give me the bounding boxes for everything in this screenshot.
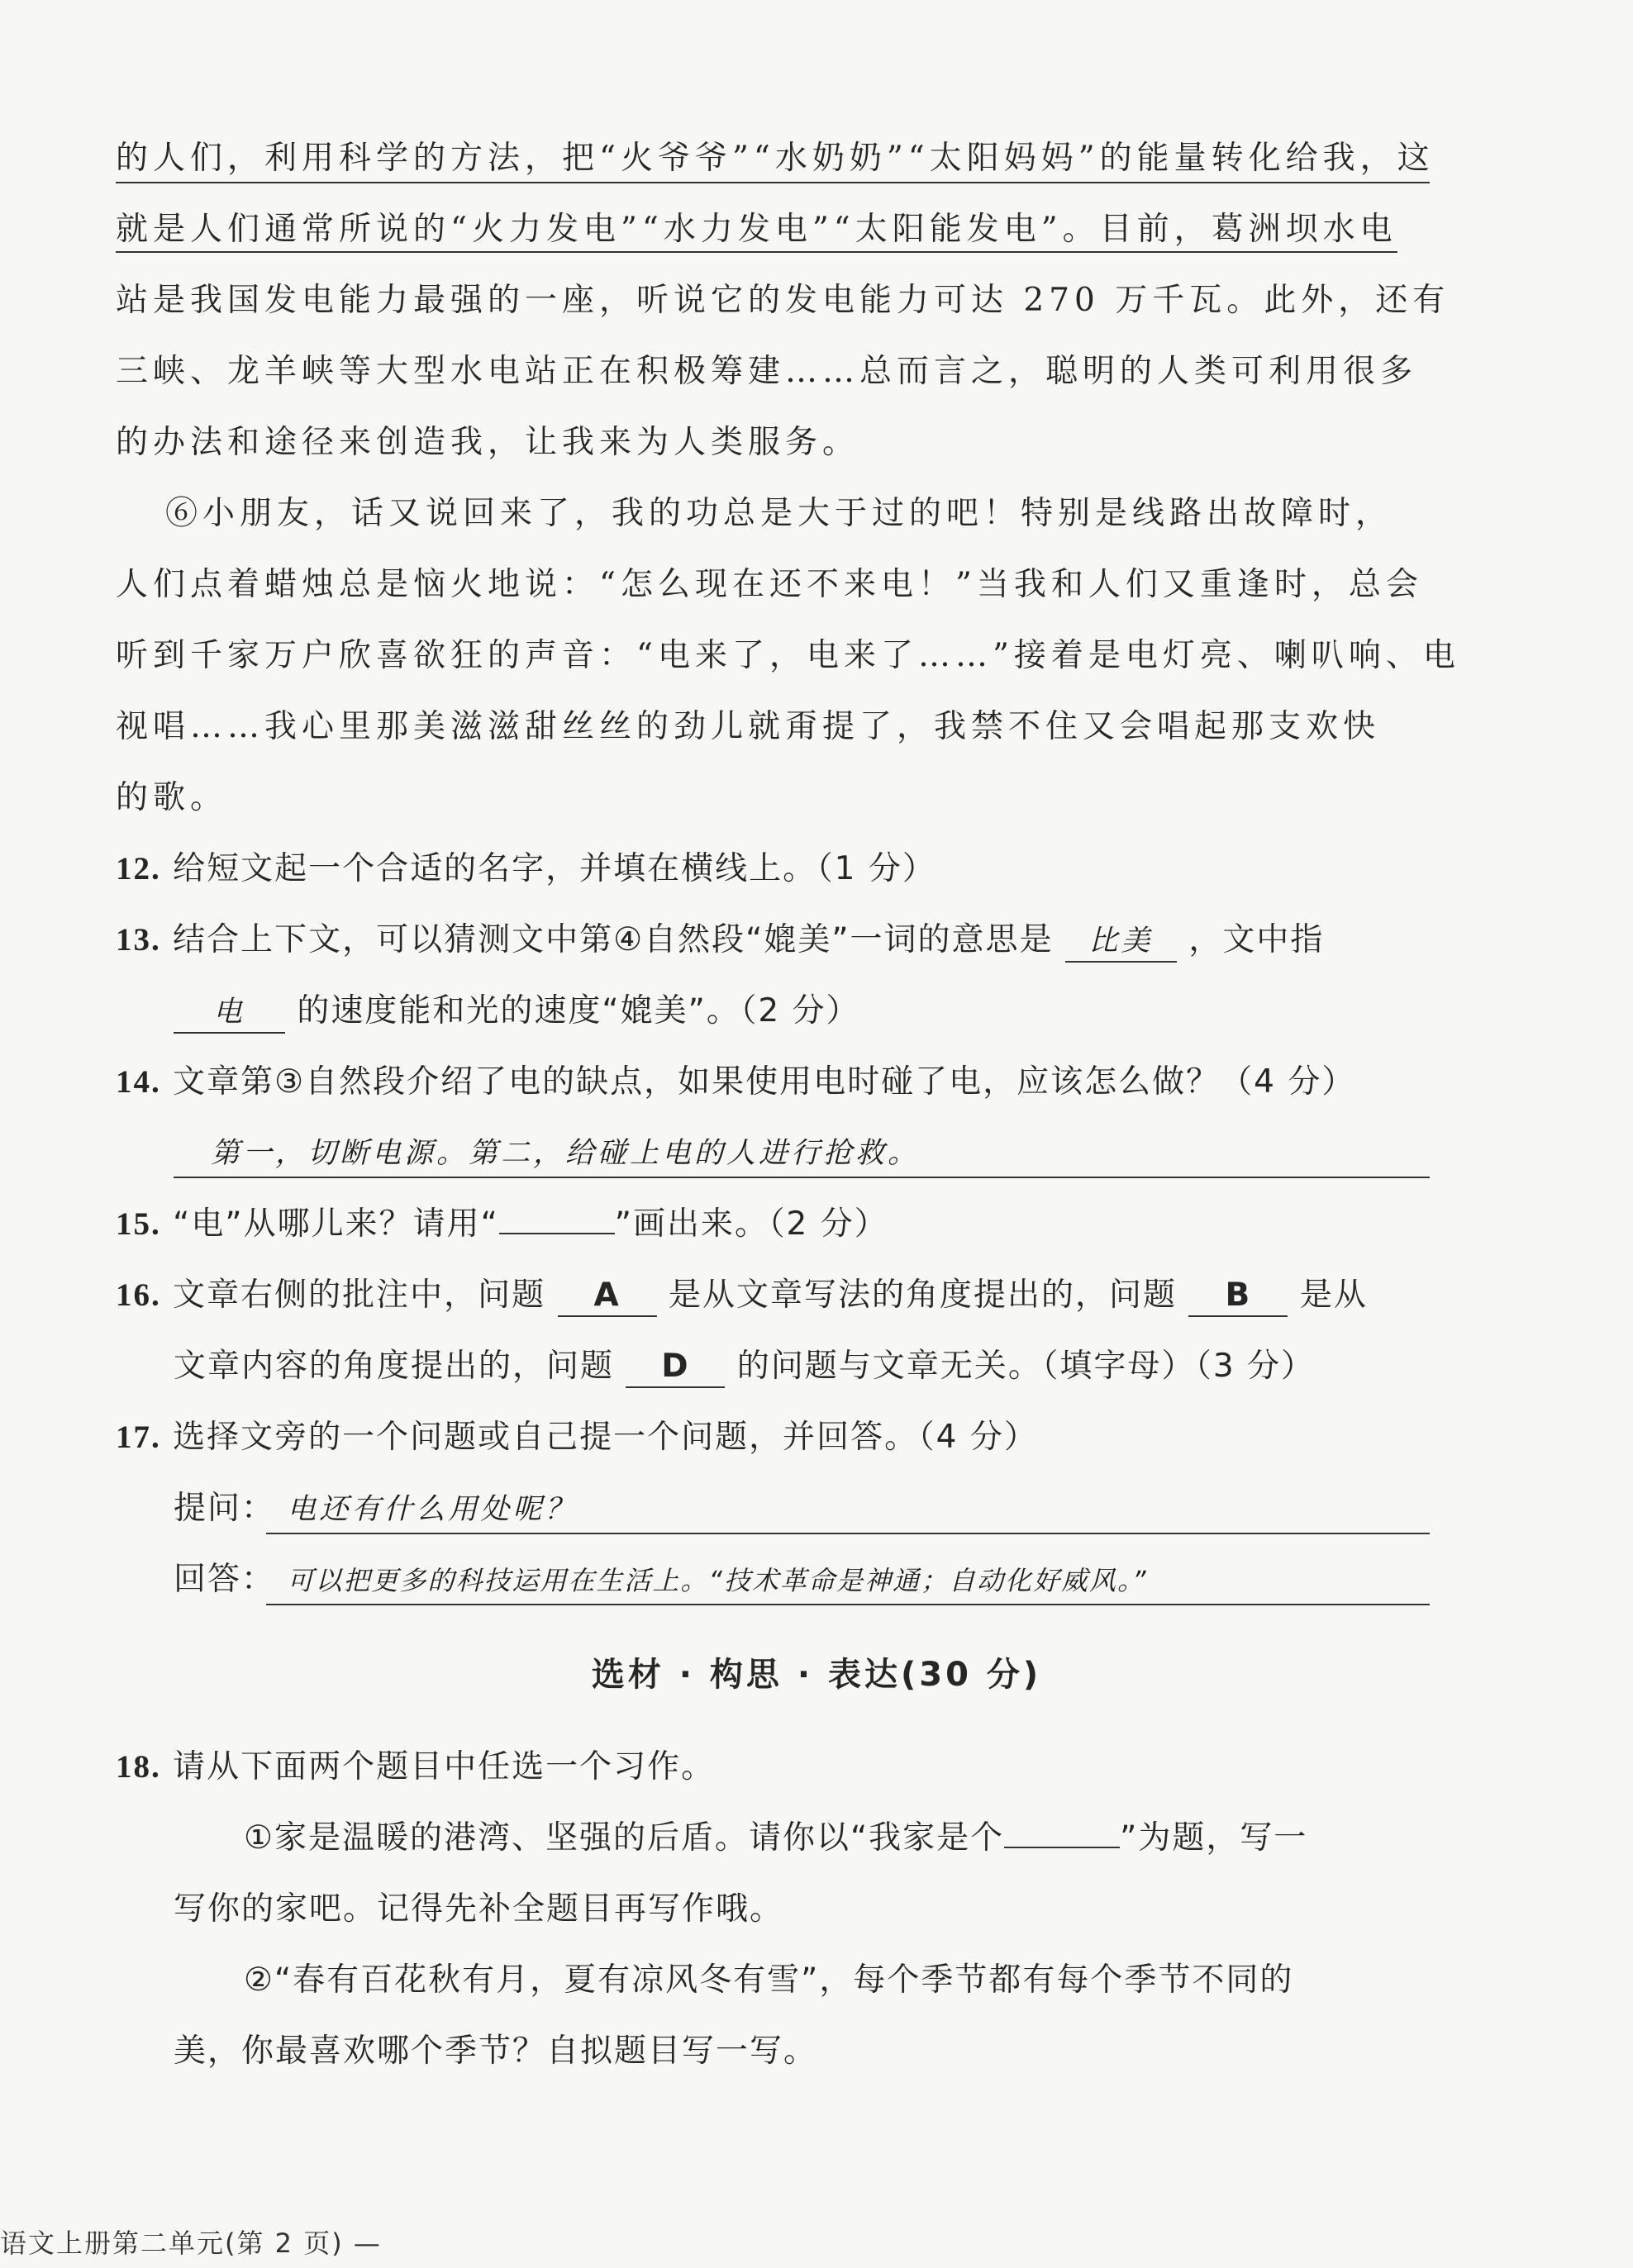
page-footer: 语文上册第二单元(第 2 页) — [0, 2228, 382, 2259]
question-text: 文章内容的角度提出的，问题 [174, 1348, 615, 1385]
question-number: 12. [116, 851, 161, 887]
question-16-cont [174, 1347, 1430, 1388]
question-text: 请从下面两个题目中任选一个习作。 [173, 1748, 716, 1785]
passage-line-2 [116, 210, 1430, 250]
question-12 [116, 849, 1430, 889]
passage-line-3: 站是我国发电能力最强的一座，听说它的发电能力可达 270 万千瓦。此外，还有 [116, 282, 1450, 319]
passage-underlined-text: 就是人们通常所说的“火力发电”“水力发电”“太阳能发电”。目前，葛洲坝水电 [116, 211, 1397, 253]
question-text: “电”从哪儿来？请用“ [173, 1205, 499, 1243]
question-14 [116, 1063, 1430, 1102]
option-2-line-2: 美，你最喜欢哪个季节？自拟题目写一写。 [174, 2033, 818, 2070]
reply-label: 回答： [174, 1561, 276, 1598]
passage-line-9: 视唱……我心里那美滋滋甜丝丝的劲儿就甭提了，我禁不住又会唱起那支欢快 [116, 708, 1381, 745]
question-text: ，文中指 [1188, 921, 1325, 958]
question-text: 是从文章写法的角度提出的，问题 [668, 1277, 1177, 1314]
question-text: 文章右侧的批注中，问题 [173, 1277, 546, 1314]
question-13-cont [174, 991, 1430, 1034]
question-number: 18. [116, 1749, 161, 1785]
passage-line-10: 的歌。 [116, 779, 228, 816]
question-text: 选择文旁的一个问题或自己提一个问题，并回答。（4 分） [173, 1419, 1038, 1456]
answer-blank[interactable]: A [558, 1276, 657, 1317]
question-17-reply [174, 1560, 1430, 1600]
passage-line-1: 的人们，利用科学的方法，把“火爷爷”“水奶奶”“太阳妈妈”的能量转化给我，这 [116, 139, 1430, 183]
answer-line [174, 1177, 1430, 1178]
answer-blank[interactable]: 电 [174, 992, 285, 1034]
question-16 [116, 1276, 1430, 1317]
ask-label: 提问： [174, 1490, 276, 1527]
title-blank[interactable] [1004, 1847, 1120, 1848]
question-number: 14. [116, 1064, 161, 1100]
passage-line-5: 的办法和途径来创造我，让我来为人类服务。 [116, 424, 860, 461]
question-text: 给短文起一个合适的名字，并填在横线上。（1 分） [173, 850, 936, 887]
option-text: ①家是温暖的港湾、坚强的后盾。请你以“我家是个 [244, 1819, 1005, 1857]
answer-blank[interactable]: D [626, 1347, 725, 1388]
question-17-ask [174, 1489, 1430, 1529]
option-1-line-1 [244, 1819, 1430, 1858]
answer-14[interactable]: 第一，切断电源。第二，给碰上电的人进行抢救。 [211, 1137, 921, 1170]
option-text: ”为题，写一 [1120, 1819, 1308, 1857]
ask-answer[interactable]: 电还有什么用处呢？ [287, 1493, 578, 1526]
question-text: 的问题与文章无关。（填字母）（3 分） [736, 1348, 1316, 1385]
question-17 [116, 1418, 1430, 1457]
question-number: 13. [116, 922, 161, 958]
question-15 [116, 1205, 1430, 1244]
answer-line [266, 1604, 1430, 1605]
answer-blank[interactable]: B [1188, 1276, 1288, 1317]
passage-line-8: 听到千家万户欣喜欲狂的声音：“电来了，电来了……”接着是电灯亮、喇叭响、电 [116, 637, 1460, 674]
reply-answer[interactable]: 可以把更多的科技运用在生活上。“技术革命是神通；自动化好威风。” [287, 1565, 1148, 1596]
question-13 [116, 920, 1430, 963]
question-text: 文章第③自然段介绍了电的缺点，如果使用电时碰了电，应该怎么做？（4 分） [173, 1063, 1356, 1101]
option-1-line-2: 写你的家吧。记得先补全题目再写作哦。 [174, 1890, 784, 1928]
question-text: 是从 [1299, 1277, 1368, 1314]
question-number: 17. [116, 1419, 161, 1455]
passage-line-4: 三峡、龙羊峡等大型水电站正在积极筹建……总而言之，聪明的人类可利用很多 [116, 353, 1418, 390]
passage-line-7: 人们点着蜡烛总是恼火地说：“怎么现在还不来电！”当我和人们又重逢时，总会 [116, 566, 1423, 603]
question-number: 15. [116, 1206, 161, 1242]
answer-blank[interactable]: 比美 [1065, 921, 1177, 963]
option-2-line-1: ②“春有百花秋有月，夏有凉风冬有雪”，每个季节都有每个季节不同的 [244, 1961, 1294, 1999]
answer-line [266, 1533, 1430, 1534]
question-number: 16. [116, 1277, 161, 1313]
passage-line-6: ⑥小朋友，话又说回来了，我的功总是大于过的吧！特别是线路出故障时， [165, 495, 1393, 532]
underline-sample [499, 1233, 615, 1234]
question-text: 的速度能和光的速度“媲美”。（2 分） [297, 992, 860, 1029]
question-text: 结合上下文，可以猜测文中第④自然段“媲美”一词的意思是 [173, 921, 1054, 958]
question-text: ”画出来。（2 分） [614, 1205, 888, 1243]
section-title: 选材 · 构思 · 表达(30 分) [591, 1656, 1042, 1694]
question-18 [116, 1747, 1430, 1787]
